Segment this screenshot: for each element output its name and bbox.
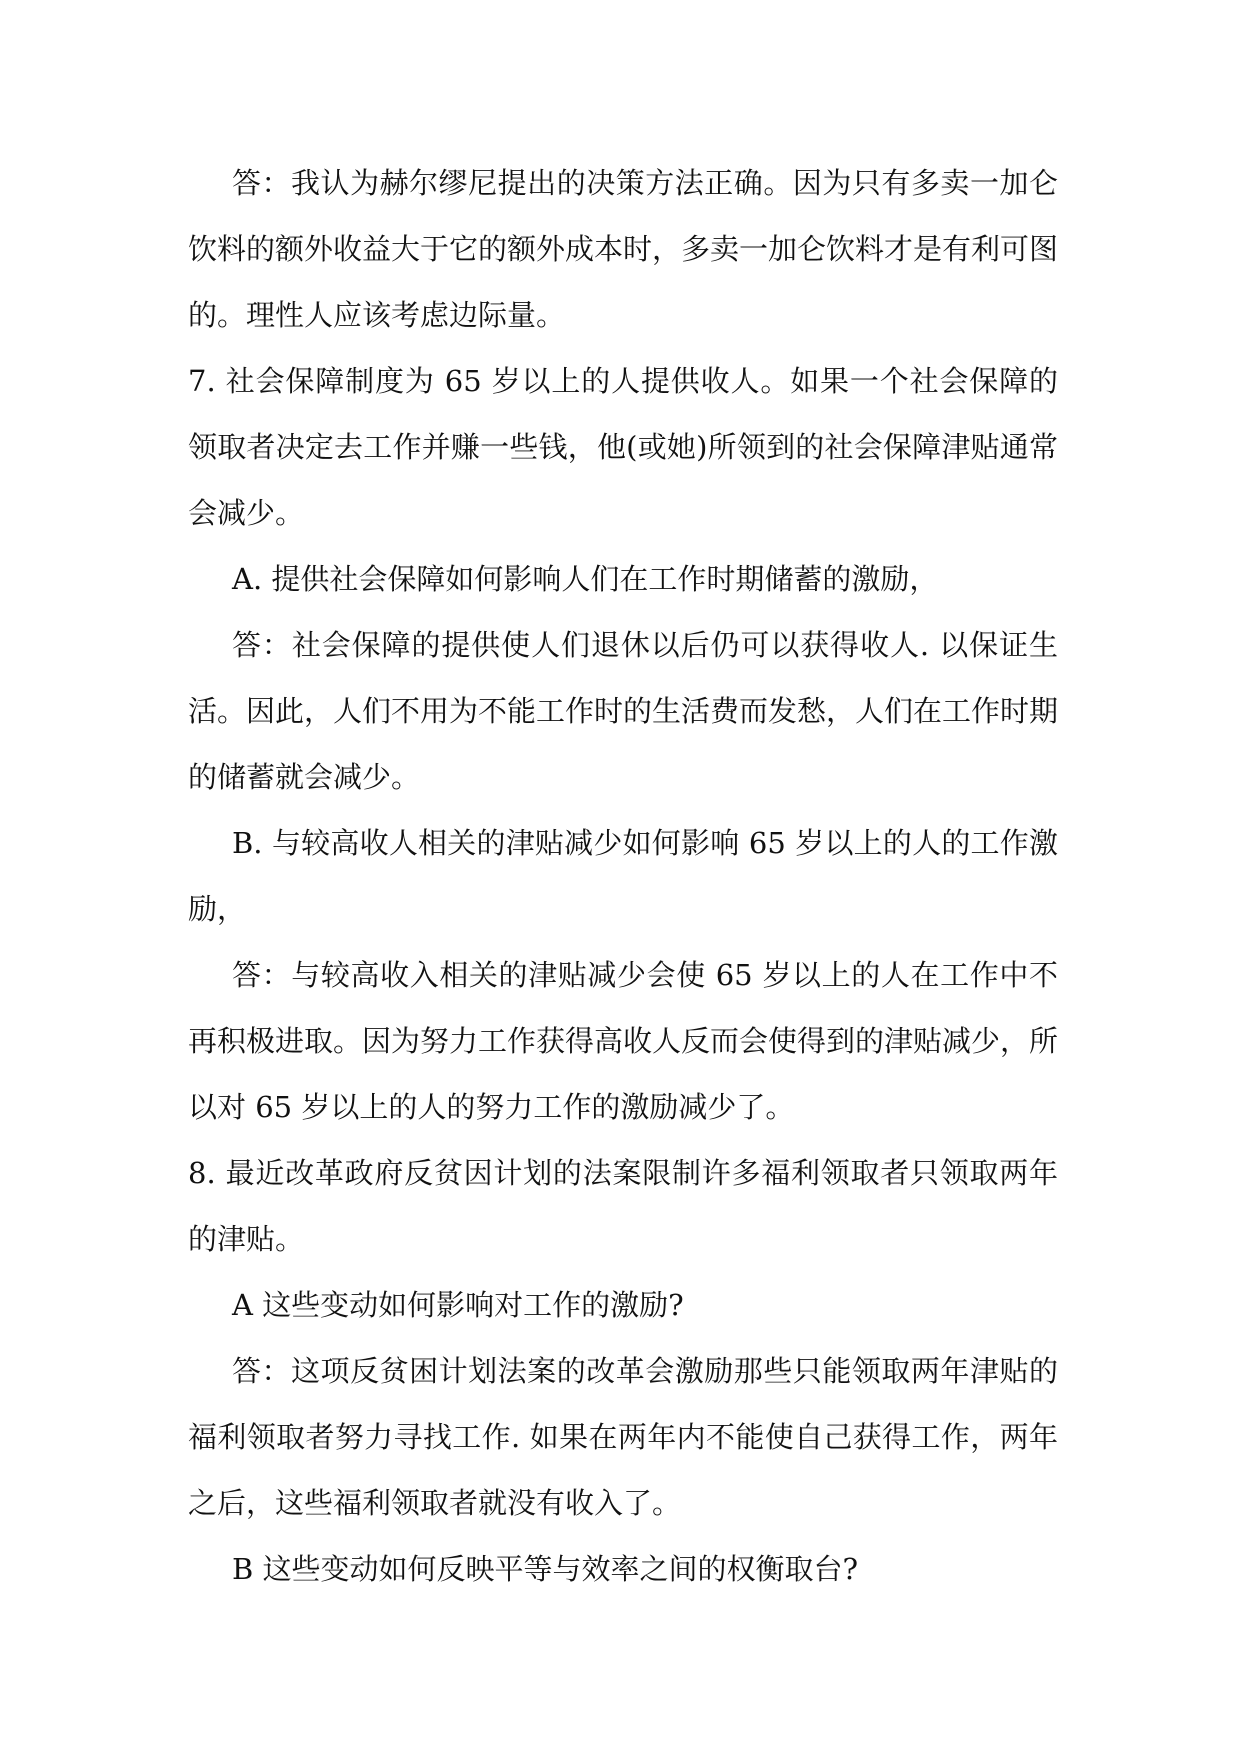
answer-8a-paragraph: 答：这项反贫困计划法案的改革会激励那些只能领取两年津贴的福利领取者努力寻找工作. 如果在两年内不能使自己获得工作，两年之后，这些福利领取者就没有收入了。: [188, 1354, 1058, 1520]
document-body: [188, 150, 1058, 1602]
answer-7a-paragraph: 答：社会保障的提供使人们退休以后仍可以获得收人. 以保证生活。因此，人们不用为不能工作时的生活费而发愁，人们在工作时期的储蓄就会减少。: [188, 628, 1059, 794]
question-8b-paragraph: B 这些变动如何反映平等与效率之间的权衡取台?: [232, 1552, 859, 1586]
question-7a-paragraph: A. 提供社会保障如何影响人们在工作时期储蓄的激励，: [232, 562, 939, 596]
question-8-paragraph: 8. 最近改革政府反贫因计划的法案限制许多福利领取者只领取两年的津贴。: [188, 1156, 1058, 1256]
question-8a-paragraph: A 这些变动如何影响对工作的激励?: [232, 1288, 684, 1322]
answer-paragraph-6: 答：我认为赫尔缪尼提出的决策方法正确。因为只有多卖一加仑饮料的额外收益大于它的额外成本时，多卖一加仑饮料才是有利可图的。理性人应该考虑边际量。: [188, 166, 1059, 332]
question-7b-paragraph: B. 与较高收人相关的津贴减少如何影响 65 岁以上的人的工作激励，: [188, 826, 1058, 926]
question-7-paragraph: 7. 社会保障制度为 65 岁以上的人提供收人。如果一个社会保障的领取者决定去工作并赚一些钱，他(或她)所领到的社会保障津贴通常会减少。: [188, 364, 1058, 530]
answer-7b-paragraph: 答：与较高收入相关的津贴减少会使 65 岁以上的人在工作中不再积极进取。因为努力工作获得高收人反而会使得到的津贴减少，所以对 65 岁以上的人的努力工作的激励减少了。: [188, 958, 1059, 1124]
